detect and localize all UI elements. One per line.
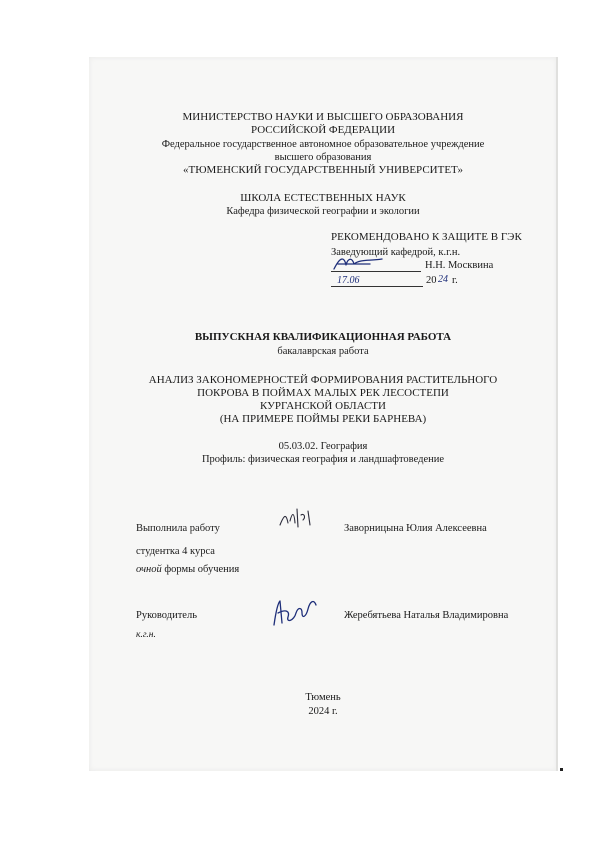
author-signature <box>276 505 320 531</box>
department-name: Кафедра физической географии и экологии <box>226 206 420 217</box>
specialty: 05.03.02. География <box>278 441 368 452</box>
supervisor-degree: к.г.н. <box>136 630 156 640</box>
work-title-line-4: (НА ПРИМЕРЕ ПОЙМЫ РЕКИ БАРНЕВА) <box>219 413 427 425</box>
author-form-italic: очной <box>136 564 162 575</box>
supervisor-signature <box>268 595 322 631</box>
author-label: Выполнила работу <box>136 523 220 534</box>
footer-city: Тюмень <box>305 692 341 703</box>
school-name: ШКОЛА ЕСТЕСТВЕННЫХ НАУК <box>240 192 406 204</box>
supervisor-name: Жеребятьева Наталья Владимировна <box>344 610 509 621</box>
institution-line-1: Федеральное государственное автономное образовательное учреждение <box>161 139 485 150</box>
work-title-line-3: КУРГАНСКОЙ ОБЛАСТИ <box>260 400 386 412</box>
scan-dot <box>560 768 563 771</box>
author-name: Заворницына Юлия Алексеевна <box>344 523 487 534</box>
author-course: студентка 4 курса <box>136 546 215 557</box>
footer-year: 2024 г. <box>308 706 338 717</box>
author-form <box>136 563 239 576</box>
approval-date-line <box>331 286 423 287</box>
author-form-rest: формы обучения <box>161 564 240 575</box>
approval-year-prefix: 20 <box>426 275 437 286</box>
work-title-line-1: АНАЛИЗ ЗАКОНОМЕРНОСТЕЙ ФОРМИРОВАНИЯ РАСТИТЕЛЬНОГО <box>148 374 498 386</box>
head-signature <box>330 253 420 273</box>
work-subtype: бакалаврская работа <box>277 346 369 357</box>
approval-year-handwritten: 24 <box>438 274 448 285</box>
profile: Профиль: физическая география и ландшафтоведение <box>201 454 445 465</box>
work-type: ВЫПУСКНАЯ КВАЛИФИКАЦИОННАЯ РАБОТА <box>194 331 452 343</box>
work-title-line-2: ПОКРОВА В ПОЙМАХ МАЛЫХ РЕК ЛЕСОСТЕПИ <box>197 387 449 399</box>
approval-position: Заведующий кафедрой, к.г.н. <box>331 247 461 258</box>
supervisor-label: Руководитель <box>136 610 197 621</box>
head-signature-line <box>331 271 421 272</box>
approval-date-handwritten: 17.06 <box>337 275 360 286</box>
head-name: Н.Н. Москвина <box>425 260 494 271</box>
university-name: «ТЮМЕНСКИЙ ГОСУДАРСТВЕННЫЙ УНИВЕРСИТЕТ» <box>183 164 463 176</box>
approval-year-suffix: г. <box>452 275 458 286</box>
institution-line-2: высшего образования <box>274 152 372 163</box>
ministry-line-1: МИНИСТЕРСТВО НАУКИ И ВЫСШЕГО ОБРАЗОВАНИЯ <box>182 111 464 123</box>
ministry-line-2: РОССИЙСКОЙ ФЕДЕРАЦИИ <box>250 124 396 136</box>
approval-title: РЕКОМЕНДОВАНО К ЗАЩИТЕ В ГЭК <box>331 231 522 243</box>
